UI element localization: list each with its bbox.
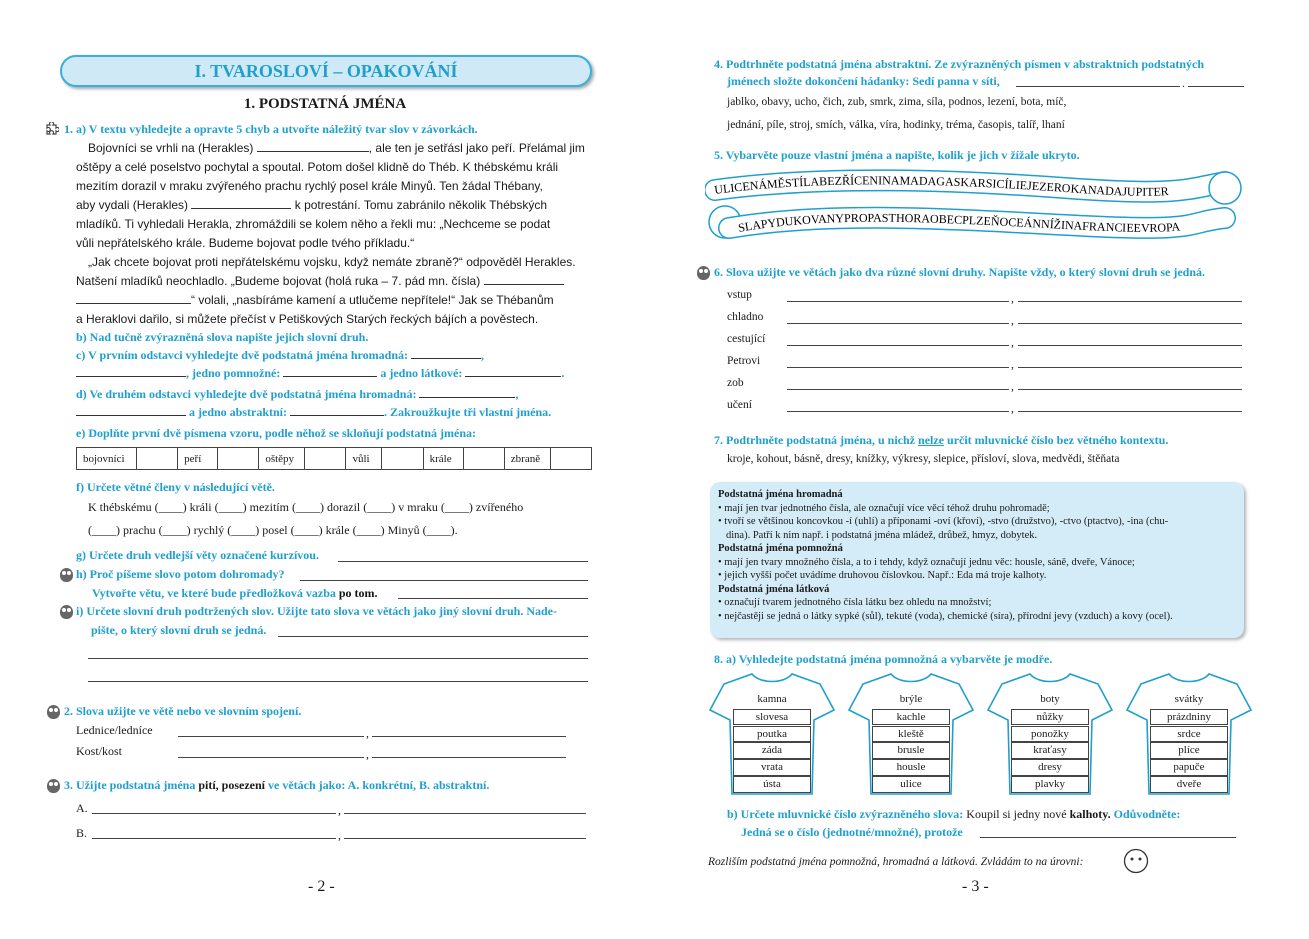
info-text: • nejčastěji se jedná o látky sypké (sůl), tekuté (voda), chemické (síra), přírodní jevy (vzduch) a kovy (ocel).: [718, 610, 1173, 622]
table-cell-answer[interactable]: [218, 448, 259, 470]
task1h-text: Vytvořte větu, ve které bude předložková vazba: [92, 586, 336, 600]
answer-line[interactable]: [787, 367, 1009, 368]
answer-line[interactable]: [465, 366, 561, 377]
tshirt-word-cell[interactable]: brusle: [872, 742, 950, 759]
section-title: 1. PODSTATNÁ JMÉNA: [243, 96, 407, 112]
tshirt-word-cell[interactable]: plíce: [1150, 742, 1228, 759]
left-page: I. TVAROSLOVÍ – OPAKOVÁNÍ 1. PODSTATNÁ JMÉNA 1. a) V textu vyhledejte a opravte 5 chyb a utvořte náležitý tvar slov v závorkách. Bojovníci se vrhli na (Herakles) , ale ten je setřásl jako peří. Přelámal jim oštěpy a celé poselstvo pochytal a spoutal. Potom došel klidně do Théb. K thébskému králi mezitím dorazil v mraku zvýřeného prachu rychlý posel krále Minyů. Ten žádal Thébany, aby vydali (Herakles) k potrestání. Tomu zabránilo několik Thébských mladíků. Ti vyhledali Herakla, zhromáždili se kolem něho a řekli mu: „Nechceme se podat vůli nepřátelského krále. Budeme bojovat podle tvého příkladu.“ „Jak chcete bojovat proti nepřátelskému vojsku, když nemáte zbraně?“ odpověděl Herakles. Natšení mladíků neochladlo. „Budeme bojovat (holá ruka – 7. pád mn. čísla) “ volali, „nasbíráme kamení a utlučeme nepřítele!“ Jak se Thébanům a Heraklovi dařilo, si můžete přečíst v Petiškových Starých řeckých bájích a pověstech. b) Nad tučně zvýrazněná slova napište jejich slovní druh. c) V prvním odstavci vyhledejte dvě podstatná jména hromadná: , , jedno pomnožné: a jedno látkové: . d) Ve druhém odstavci vyhledejte dvě podstatná jména hromadná: , a jedno abstraktní: . Zakroužkujte tři vlastní jména. e) Doplňte první dvě písmena vzoru, podle něhož se skloňují podstatná jména: bojovníci peří oštěpy vůli krále zbraně f) Určete větné členy v následující větě. K thébskému (____) králi (____) mezitím (____) dorazil (____) v mraku (____) zvířeného (____) prachu (____) rychlý (____) posel (____) krále (____) Minyů (____). g) Určete druh vedlejší věty označené kurzívou. h) Proč píšeme slovo potom dohromady? Vytvořte větu, ve které bude předložková vazba po tom. i) Určete slovní druh podtržených slov. Užijte tato slova ve větách jako jiný slovní druh. Nade- pište, o který slovní druh se jedná. 2. Slova užijte ve větě nebo ve slovním spojení. Lednice/ledníce , Kost/kost , 3. Užijte podstatná jména pití, posezení ve větách jako: A. konkrétní, B. abstraktní. A. , B. , - 2 -: [0, 0, 650, 939]
worm-text-1: ULICENÁMĚSTÍLABEZŘÍCENINAMADAGASKARSICÍLIEJEZEROKANADAJUPITER: [713, 173, 1170, 199]
answer-line[interactable]: [419, 387, 515, 398]
word-worm: [705, 160, 1250, 252]
answer-line[interactable]: [980, 837, 1236, 838]
story-line: a Heraklovi dařilo, si můžete přečíst v Petiškových Starých řeckých bájích a pověstech.: [76, 312, 539, 326]
tshirt: [847, 670, 975, 798]
tshirt-word-cell[interactable]: dveře: [1150, 776, 1228, 793]
answer-line[interactable]: [787, 345, 1009, 346]
task7-emphasis: nelze: [918, 433, 945, 447]
owl-icon: [60, 605, 73, 619]
task4-words-2: jednání, píle, stroj, smích, válka, víra, hodinky, tréma, časopis, talíř, lhaní: [727, 119, 1065, 131]
tshirt-word-cell[interactable]: kachle: [872, 709, 950, 726]
table-cell-answer[interactable]: [463, 448, 504, 470]
declension-table: [76, 447, 592, 470]
tshirt-word-cell[interactable]: poutka: [733, 726, 811, 743]
info-text: • mají jen tvar jednotného čísla, ale označují více věcí téhož druhu pohromadě;: [718, 502, 1050, 514]
answer-line[interactable]: [191, 198, 291, 209]
tshirt-word-top[interactable]: svátky: [1174, 693, 1204, 705]
task5-heading: 5. Vybarvěte pouze vlastní jména a napište, kolik je jich v žížale ukryto.: [714, 148, 1080, 162]
answer-line[interactable]: [787, 301, 1009, 302]
answer-line[interactable]: [1018, 411, 1242, 412]
task1i-line2: pište, o který slovní druh se jedná.: [91, 623, 267, 637]
task1h-label: h) Proč píšeme slovo potom dohromady?: [76, 567, 285, 581]
answer-line[interactable]: [278, 636, 588, 637]
tshirt-word-cell[interactable]: ulice: [872, 776, 950, 793]
tshirt-word-cell[interactable]: dresy: [1011, 759, 1089, 776]
info-text: • jejich vyšší počet uvádíme druhovou číslovkou. Např.: Eda má troje kalhoty.: [718, 570, 1047, 581]
task1h-phrase: po tom.: [338, 586, 378, 600]
story-line: Natšení mladíků neochladlo. „Budeme bojovat (holá ruka – 7. pád mn. čísla): [76, 274, 481, 288]
answer-line[interactable]: [300, 580, 588, 581]
task4-line2: [727, 74, 1000, 89]
tshirt-word-cell[interactable]: srdce: [1150, 726, 1228, 743]
story-line: „Jak chcete bojovat proti nepřátelskému vojsku, když nemáte zbraně?“ odpověděl Herakles.: [88, 255, 576, 269]
tshirt-word-cell[interactable]: ústa: [733, 776, 811, 793]
answer-line[interactable]: [787, 411, 1009, 412]
answer-line[interactable]: [178, 757, 364, 758]
tshirt-word-cell[interactable]: vrata: [733, 759, 811, 776]
task1f: f) Určete větné členy v následující větě.: [76, 480, 275, 494]
tshirt: [986, 670, 1114, 798]
task8b-line2: Jedná se o číslo (jednotné/množné), protože: [741, 825, 963, 839]
task6-word: zob: [727, 377, 744, 389]
info-text: • mají jen tvary množného čísla, a to i tehdy, když označují jednu věc: housle, sáně, dveře, Vánoce;: [718, 556, 1135, 568]
task1d-text: a jedno abstraktní:: [189, 405, 288, 419]
answer-line[interactable]: [372, 757, 566, 758]
answer-line[interactable]: [178, 736, 364, 737]
task3-text: ve větách jako: A. konkrétní, B. abstraktní.: [268, 778, 490, 792]
answer-line[interactable]: [1018, 389, 1242, 390]
task6-word: chladno: [727, 311, 764, 323]
table-cell-answer[interactable]: [137, 448, 178, 470]
owl-icon: [697, 266, 710, 280]
answer-line[interactable]: [338, 561, 588, 562]
table-cell-word: peří: [178, 448, 218, 470]
story-line: oštěpy a celé poselstvo pochytal a spoutal. Potom došel klidně do Théb. K thébskému králi: [76, 160, 559, 174]
story-line: aby vydali (Herakles): [76, 198, 189, 212]
table-cell-answer[interactable]: [550, 448, 591, 470]
task1i-line1: i) Určete slovní druh podtržených slov. Užijte tato slova ve větách jako jiný slovní druh. Nade-: [76, 604, 557, 618]
task4-words-1: jablko, obavy, ucho, čich, zub, smrk, zima, síla, podnos, lezení, bota, míč,: [727, 96, 1067, 108]
answer-line[interactable]: [1018, 367, 1242, 368]
smiley-icon[interactable]: [1123, 848, 1149, 874]
task8b-word: kalhoty.: [1069, 807, 1111, 821]
task1d-line1: d) Ve druhém odstavci vyhledejte dvě podstatná jména hromadná: ,: [76, 387, 519, 401]
tshirt-word-cell[interactable]: kleště: [872, 726, 950, 743]
task6-word: učení: [727, 399, 752, 411]
answer-line[interactable]: [88, 658, 588, 659]
story-line: “ volali, „nasbíráme kamení a utlučeme nepřítele!“ Jak se Thébanům: [191, 293, 554, 307]
task4-text: jménech složte dokončení hádanky: Sedí panna v síti,: [727, 74, 1000, 88]
task1f-sentence-1: K thébskému (____) králi (____) mezitím (____) dorazil (____) v mraku (____) zvířeného: [88, 500, 524, 514]
task3-text: 3. Užijte podstatná jména: [64, 778, 196, 792]
task6-word: Petrovi: [727, 355, 761, 367]
answer-line[interactable]: [283, 366, 377, 377]
answer-line[interactable]: [1188, 86, 1244, 87]
story-paragraph-1: [76, 139, 594, 253]
tshirt-word-top[interactable]: kamna: [757, 693, 787, 705]
grammar-info-box: [710, 482, 1244, 638]
tshirt-word-cell[interactable]: plavky: [1011, 776, 1089, 793]
task6-word: vstup: [727, 289, 752, 301]
answer-line[interactable]: [1018, 323, 1242, 324]
table-cell-answer[interactable]: [382, 448, 423, 470]
answer-line[interactable]: [1018, 301, 1242, 302]
answer-line[interactable]: [484, 274, 564, 285]
task7-words: kroje, kohout, básně, dresy, knížky, výkresy, slepice, přísloví, slova, medvědi, štěňata: [727, 453, 1120, 465]
task6-heading: 6. Slova užijte ve větách jako dva různé slovní druhy. Napište vždy, o který slovní druh se jedná.: [714, 265, 1206, 279]
story-line: , ale ten je setřásl jako peří. Přelámal jim: [368, 141, 585, 155]
task8b-text: Odůvodněte:: [1113, 807, 1181, 821]
info-text: dina). Patří k nim např. i podstatná jména mládež, drůbež, hmyz, dobytek.: [726, 529, 1038, 541]
task1f-sentence-2: (____) prachu (____) rychlý (____) posel (____) krále (____) Minyů (____).: [88, 523, 458, 537]
tshirt-word-cell[interactable]: papuče: [1150, 759, 1228, 776]
task3-label-b: B.: [76, 826, 88, 840]
answer-line[interactable]: [76, 366, 186, 377]
table-cell-word: oštěpy: [259, 448, 305, 470]
task8b-line1: [727, 807, 1180, 822]
info-text: • označují tvarem jednotného čísla látku bez ohledu na množství;: [718, 597, 992, 608]
task2-word: Lednice/ledníce: [76, 723, 153, 737]
answer-line[interactable]: [92, 813, 336, 814]
tshirt-word-cell[interactable]: záda: [733, 742, 811, 759]
task3-words: pití, posezení: [198, 778, 265, 792]
task1b: b) Nad tučně zvýrazněná slova napište jejich slovní druh.: [76, 330, 369, 344]
task1c-text: a jedno látkové:: [380, 366, 463, 380]
story-line: vůli nepřátelského krále. Budeme bojovat podle tvého příkladu.“: [76, 236, 415, 250]
answer-line[interactable]: [787, 323, 1009, 324]
table-cell-word: bojovníci: [77, 448, 137, 470]
task1c-line1: c) V prvním odstavci vyhledejte dvě podstatná jména hromadná: ,: [76, 348, 485, 362]
owl-icon: [47, 705, 60, 719]
answer-line[interactable]: [344, 838, 586, 839]
task8b-text: b) Určete mluvnické číslo zvýrazněného slova:: [727, 807, 964, 821]
page-number: - 2 -: [308, 878, 335, 895]
story-line: mezitím dorazil v mraku zvýřeného prachu rychlý posel krále Minyů. Ten žádal Thébany,: [76, 179, 543, 193]
info-heading: Podstatná jména pomnožná: [718, 543, 843, 554]
tshirt-word-cell[interactable]: nůžky: [1011, 709, 1089, 726]
self-assessment-text: Rozliším podstatná jména pomnožná, hromadná a látková. Zvládám to na úrovni:: [708, 856, 1084, 868]
answer-line[interactable]: [1018, 345, 1242, 346]
task1d-line2: [76, 405, 551, 420]
task1g-label: g) Určete druh vedlejší věty označené kurzívou.: [76, 548, 319, 562]
chapter-title: I. TVAROSLOVÍ – OPAKOVÁNÍ: [60, 55, 592, 87]
info-heading: Podstatná jména hromadná: [718, 489, 843, 500]
answer-line[interactable]: [92, 838, 336, 839]
table-cell-answer[interactable]: [305, 448, 346, 470]
task3-label-a: A.: [76, 801, 88, 815]
task1e: e) Doplňte první dvě písmena vzoru, podle něhož se skloňují podstatná jména:: [76, 426, 477, 440]
puzzle-icon: [45, 122, 59, 136]
info-text: • tvoří se většinou koncovkou -í (uhlí) a příponami -oví (křoví), -stvo (družstvo), -ctvo (ptactvo), -ina (chu-: [718, 516, 1169, 527]
story-line: mladíků. Ti vyhledali Herakla, zhromáždili se kolem něho a řekli mu: „Nechceme se podat: [76, 217, 551, 231]
table-cell-word: vůli: [346, 448, 382, 470]
task8b-sentence: Koupil si jedny nové: [966, 807, 1067, 821]
answer-line[interactable]: [290, 405, 384, 416]
answer-line[interactable]: [411, 348, 481, 359]
answer-line[interactable]: [787, 389, 1009, 390]
tshirt: [708, 670, 836, 798]
task1d-text: . Zakroužkujte tři vlastní jména.: [384, 405, 552, 419]
task7-heading: [714, 433, 1168, 448]
tshirt: [1125, 670, 1253, 798]
answer-line[interactable]: [76, 405, 186, 416]
worm-text-2: SLAPYDUKOVANYPROPASTHORAOBECPLZEŇOCEÁNNÍŽINAFRANCIEEVROPA: [737, 210, 1181, 235]
tshirt-word-cell[interactable]: prázdniny: [1150, 709, 1228, 726]
story-paragraph-2: [76, 253, 594, 329]
task7-text: určit mluvnické číslo bez větného kontextu.: [947, 433, 1169, 447]
story-line: k potrestání. Tomu zabránilo několik Thébských: [294, 198, 548, 212]
tshirt-word-cell[interactable]: housle: [872, 759, 950, 776]
table-cell-word: krále: [423, 448, 463, 470]
table-cell-word: zbraně: [504, 448, 550, 470]
task2-heading: 2. Slova užijte ve větě nebo ve slovním spojení.: [64, 704, 302, 718]
task1c-line2: , jedno pomnožné: a jedno látkové: .: [76, 366, 564, 381]
tshirt-word-top[interactable]: boty: [1040, 693, 1060, 705]
task4-line1: 4. Podtrhněte podstatná jména abstraktní. Ze zvýrazněných písmen v abstraktních podstatných: [714, 57, 1205, 71]
task7-text: 7. Podtrhněte podstatná jména, u nichž: [714, 433, 916, 447]
answer-line[interactable]: [1016, 86, 1180, 87]
task1h-line2: [92, 586, 378, 601]
task1c-text: c) V prvním odstavci vyhledejte dvě podstatná jména hromadná:: [76, 348, 409, 362]
task6-word: cestující: [727, 333, 766, 345]
story-line: Bojovníci se vrhli na (Herakles): [88, 141, 254, 155]
tshirt-word-top[interactable]: brýle: [899, 693, 923, 705]
answer-line[interactable]: [344, 813, 586, 814]
owl-icon: [47, 779, 60, 793]
answer-line[interactable]: [76, 293, 191, 304]
answer-line[interactable]: [372, 736, 566, 737]
right-page: [650, 0, 1309, 939]
tshirt-word-cell[interactable]: slovesa: [733, 709, 811, 726]
tshirt-word-cell[interactable]: ponožky: [1011, 726, 1089, 743]
task8a-heading: 8. a) Vyhledejte podstatná jména pomnožná a vybarvěte je modře.: [714, 652, 1053, 666]
owl-icon: [60, 568, 73, 582]
answer-line[interactable]: [398, 598, 588, 599]
tshirt-word-cell[interactable]: kraťasy: [1011, 742, 1089, 759]
task2-word: Kost/kost: [76, 744, 123, 758]
answer-line[interactable]: [88, 681, 588, 682]
page-number: - 3 -: [962, 878, 989, 895]
task1c-text: , jedno pomnožné:: [186, 366, 281, 380]
task3-heading: [64, 778, 489, 793]
task1d-text: d) Ve druhém odstavci vyhledejte dvě podstatná jména hromadná:: [76, 387, 417, 401]
task1a-heading: 1. a) V textu vyhledejte a opravte 5 chyb a utvořte náležitý tvar slov v závorkách.: [64, 122, 478, 136]
answer-line[interactable]: [257, 141, 369, 152]
info-heading: Podstatná jména látková: [718, 583, 830, 595]
